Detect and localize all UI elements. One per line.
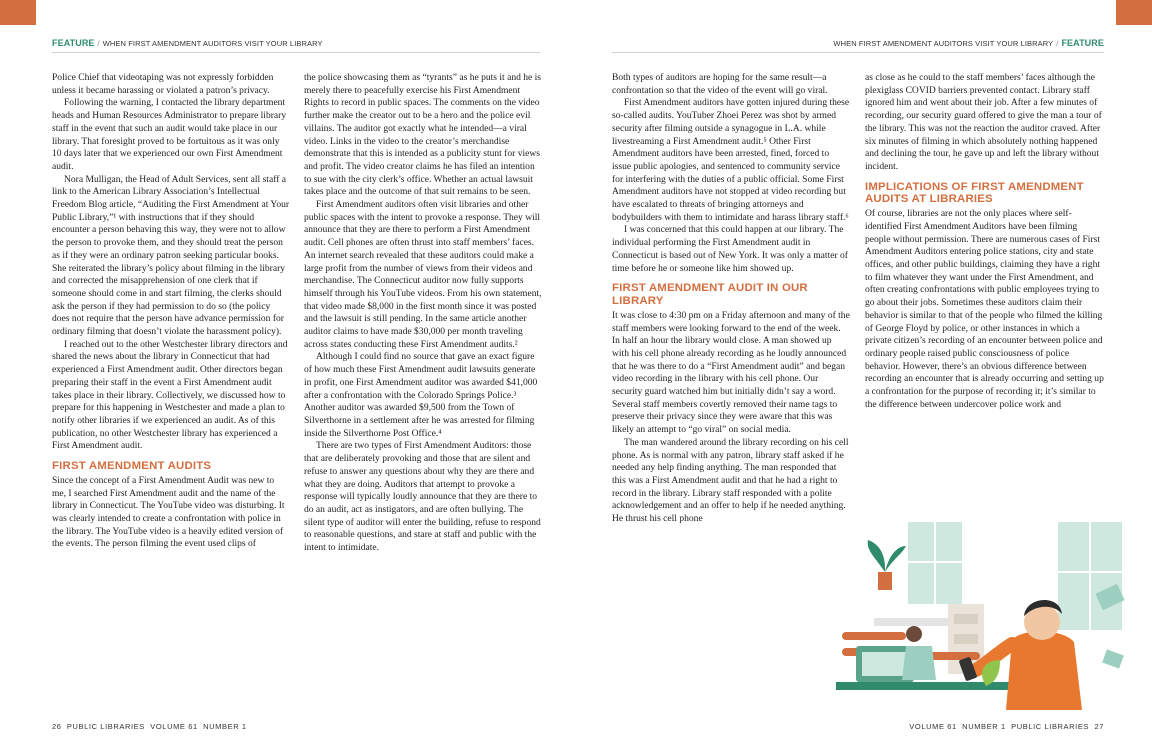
- paragraph: Of course, libraries are not the only places where self-identified First Amendment Auditors have been filming people without permission. There are numerous cases of First Amendment Auditors entering police stations, city and state offices, and other public buildings, claiming they have a right to film whatever they want under the First Amendment, and often creating confrontations with public employees trying to go about their jobs. Sometimes these auditors claim their behavior is similar to that of the people who filmed the killing of George Floyd by police, or other instances in which a private citizen’s recording of an encounter between police and ordinary people raised public consciousness of police behavior. However, there’s an obvious difference between recording an encounter that is already occurring and setting up a confrontation for the purpose of recording it; it’s similar to the difference between undercover police work and: [865, 208, 1104, 410]
- column-1: [612, 72, 850, 526]
- auditor-illustration: [836, 520, 1146, 710]
- column-1: [52, 72, 290, 551]
- paragraph: I was concerned that this could happen at our library. The individual performing the First Amendment audit in Connecticut is based out of New York. It was only a matter of time before he or someone like him showed up.: [612, 224, 848, 274]
- paragraph: Police Chief that videotaping was not expressly forbidden unless it became harassing or violated a patron’s privacy.: [52, 72, 274, 96]
- staff-member: [906, 626, 922, 642]
- header-rule: [52, 52, 540, 53]
- running-header: [52, 38, 323, 48]
- paragraph: the police showcasing them as “tyrants” as he puts it and he is merely there to peacefully exercise his First Amendment Rights to record in public spaces. The comments on the video further make the creator out to be a hero and the police evil villains. The auditor got exactly what he intended—a viral video. Links in the video to the creator’s merchandise demonstrate that this is intended as a publicity stunt for views and profit. The video creator claims he has filed an intention to sue with the city clerk’s office. Whether an actual lawsuit takes place and the outcome of that suit remains to be seen.: [304, 72, 542, 198]
- section-label: FEATURE: [1061, 38, 1104, 48]
- issue-number: NUMBER 1: [962, 722, 1006, 731]
- volume: VOLUME 61: [150, 722, 198, 731]
- running-header: [833, 38, 1104, 48]
- section-heading: FIRST AMENDMENT AUDITS: [52, 460, 212, 473]
- paragraph: as close as he could to the staff members’ faces although the plexiglass COVID barriers prevented contact. Library staff ignored him and went about their job. After a few minutes of recording, our security guard offered to give the man a tour of the library. This was not the reaction the auditor craved. After six minutes of filming in which absolutely nothing happened and declining the tour, he gave up and left the library without incident.: [865, 72, 1102, 172]
- section-heading: IMPLICATIONS OF FIRST AMENDMENT AUDITS AT LIBRARIES: [865, 180, 1084, 206]
- page-number: 27: [1094, 722, 1104, 731]
- paragraph: It was close to 4:30 pm on a Friday afternoon and many of the staff members were looking forward to the end of the week. In half an hour the library would close. A man showed up with his cell phone already recording as he loudly announced that he was there to do a “First Amendment audit” and began video recording in the library with his cell phone. Our security guard watched him but initially didn’t say a word. Several staff members covertly removed their name tags to preserve their privacy since they were aware that this was likely an attempt to “go viral” on social media.: [612, 309, 850, 436]
- header-title: WHEN FIRST AMENDMENT AUDITORS VISIT YOUR LIBRARY: [833, 39, 1054, 48]
- header-rule: [612, 52, 1104, 53]
- paragraph: Following the warning, I contacted the library department heads and Human Resources Administrator to prepare library staff in the event that such an audit would take place in our library. That foresight proved to be fortuitous as it was only 10 days later that we experienced our own First Amendment audit.: [52, 97, 287, 172]
- issue-number: NUMBER 1: [203, 722, 247, 731]
- plant-pot: [878, 572, 892, 590]
- header-separator: /: [97, 39, 100, 48]
- folio: [909, 722, 1104, 731]
- publication-name: PUBLIC LIBRARIES: [1011, 722, 1090, 731]
- paragraph: The man wandered around the library recording on his cell phone. As is normal with any patron, library staff asked if he needed any help finding anything. The man responded that this was a First Amendment audit and that he had a right to record in the library. Library staff responded with a polite acknowledgement and an offer to help if he needed anything. He thrust his cell phone: [612, 436, 849, 525]
- paragraph: I reached out to the other Westchester library directors and shared the news about the library in Connecticut that had experienced a First Amendment audit. Other directors began preparing their staff in the event a First Amendment audit takes place in their library. Collectively, we discussed how to prepare for this happening in Westchester and made a plan to notify other libraries if we experienced an audit. As of this publication, no other Westchester library has experienced a First Amendment audit.: [52, 338, 288, 452]
- paragraph: Although I could find no source that gave an exact figure of how much these First Amendment audit lawsuits generate in profit, one First Amendment auditor was awarded $41,000 after a confrontation with the Colorado Springs Police.³ Another auditor was awarded $9,500 from the Town of Silverthorne in a settlement after he was arrested for filming inside the Silverthorne Post Office.⁴: [304, 351, 538, 439]
- corner-tab: [1116, 0, 1152, 25]
- publication-name: PUBLIC LIBRARIES: [66, 722, 145, 731]
- paragraph: There are two types of First Amendment Auditors: those that are deliberately provoking and those that are silent and refuse to answer any questions about why they are there and what they are doing. Auditors that attempt to provoke a response will typically loudly announce that they are there to do an audit, act as instigators, and are often bullying. The silent type of auditor will enter the building, refuse to respond to reasonable questions, and stare at staff and public with the intent to intimidate.: [304, 440, 541, 554]
- corner-tab: [0, 0, 36, 25]
- column-2: [304, 72, 542, 555]
- paragraph: First Amendment auditors often visit libraries and other public spaces with the intent to provoke a response. They will announce that they are there to perform a First Amendment audit. Cell phones are often thrust into staff members’ faces. An internet search revealed that these auditors could make a large profit from the number of views from their videos and merchandise. The Connecticut auditor now fully supports himself through his YouTube videos. From his own statement, that video made $8,000 in the first month since it was posted and the lawsuit is still pending. In the same article another auditor claims to have made $30,000 per month traveling across states conducting these First Amendment audits.²: [304, 199, 542, 350]
- header-title: WHEN FIRST AMENDMENT AUDITORS VISIT YOUR LIBRARY: [102, 39, 323, 48]
- paragraph: Since the concept of a First Amendment Audit was new to me, I searched First Amendment audit and the name of the library in Connecticut. The YouTube video was disturbing. It was clearly intended to create a confrontation with police in the library. The YouTube video is a heavily edited version of the events. The person filming the event used clips of: [52, 474, 285, 550]
- header-separator: /: [1056, 39, 1059, 48]
- plant-leaf: [868, 540, 885, 572]
- paragraph: First Amendment auditors have gotten injured during these so-called audits. YouTuber Zhoei Perez was shot by armed security after filming outside a synagogue in L.A. while livestreaming a First Amendment audit.⁵ Other First Amendment auditors have been arrested, fined, forced to issue public apologies, and sentenced to community service for interfering with the duties of a public official. Some First Amendment auditors have not stopped at video recording but have escalated to threats of bringing attorneys and bodybuilders with them to intimidate and harass library staff.⁶: [612, 97, 850, 223]
- folio: [52, 722, 247, 731]
- section-heading: FIRST AMENDMENT AUDIT IN OUR LIBRARY: [612, 282, 808, 308]
- shelf: [874, 618, 948, 626]
- paragraph: Nora Mulligan, the Head of Adult Services, sent all staff a link to the American Library Association’s Intellectual Freedom Blog article, “Auditing the First Amendment at Your Public Library,”¹ with instructions that if they should encounter a person behaving this way, they were not to allow the person to provoke them, and they should treat the person as if they were an ordinary patron seeking particular books. She reiterated the library’s policy about filming in the library and corrected the misapprehension of one clerk that if someone should come in and start filming, the clerks should ask the person if they had permission to do so (the policy does not require that the person have advance permission for ordinary filming that doesn’t violate the harassment policy).: [52, 173, 290, 338]
- volume: VOLUME 61: [909, 722, 957, 731]
- page-number: 26: [52, 722, 62, 731]
- section-label: FEATURE: [52, 38, 95, 48]
- speech-bubble: [842, 632, 906, 640]
- column-2: [865, 72, 1104, 411]
- paper-sheet: [1102, 649, 1124, 668]
- paragraph: Both types of auditors are hoping for the same result—a confrontation so that the video of the event will go viral.: [612, 72, 828, 96]
